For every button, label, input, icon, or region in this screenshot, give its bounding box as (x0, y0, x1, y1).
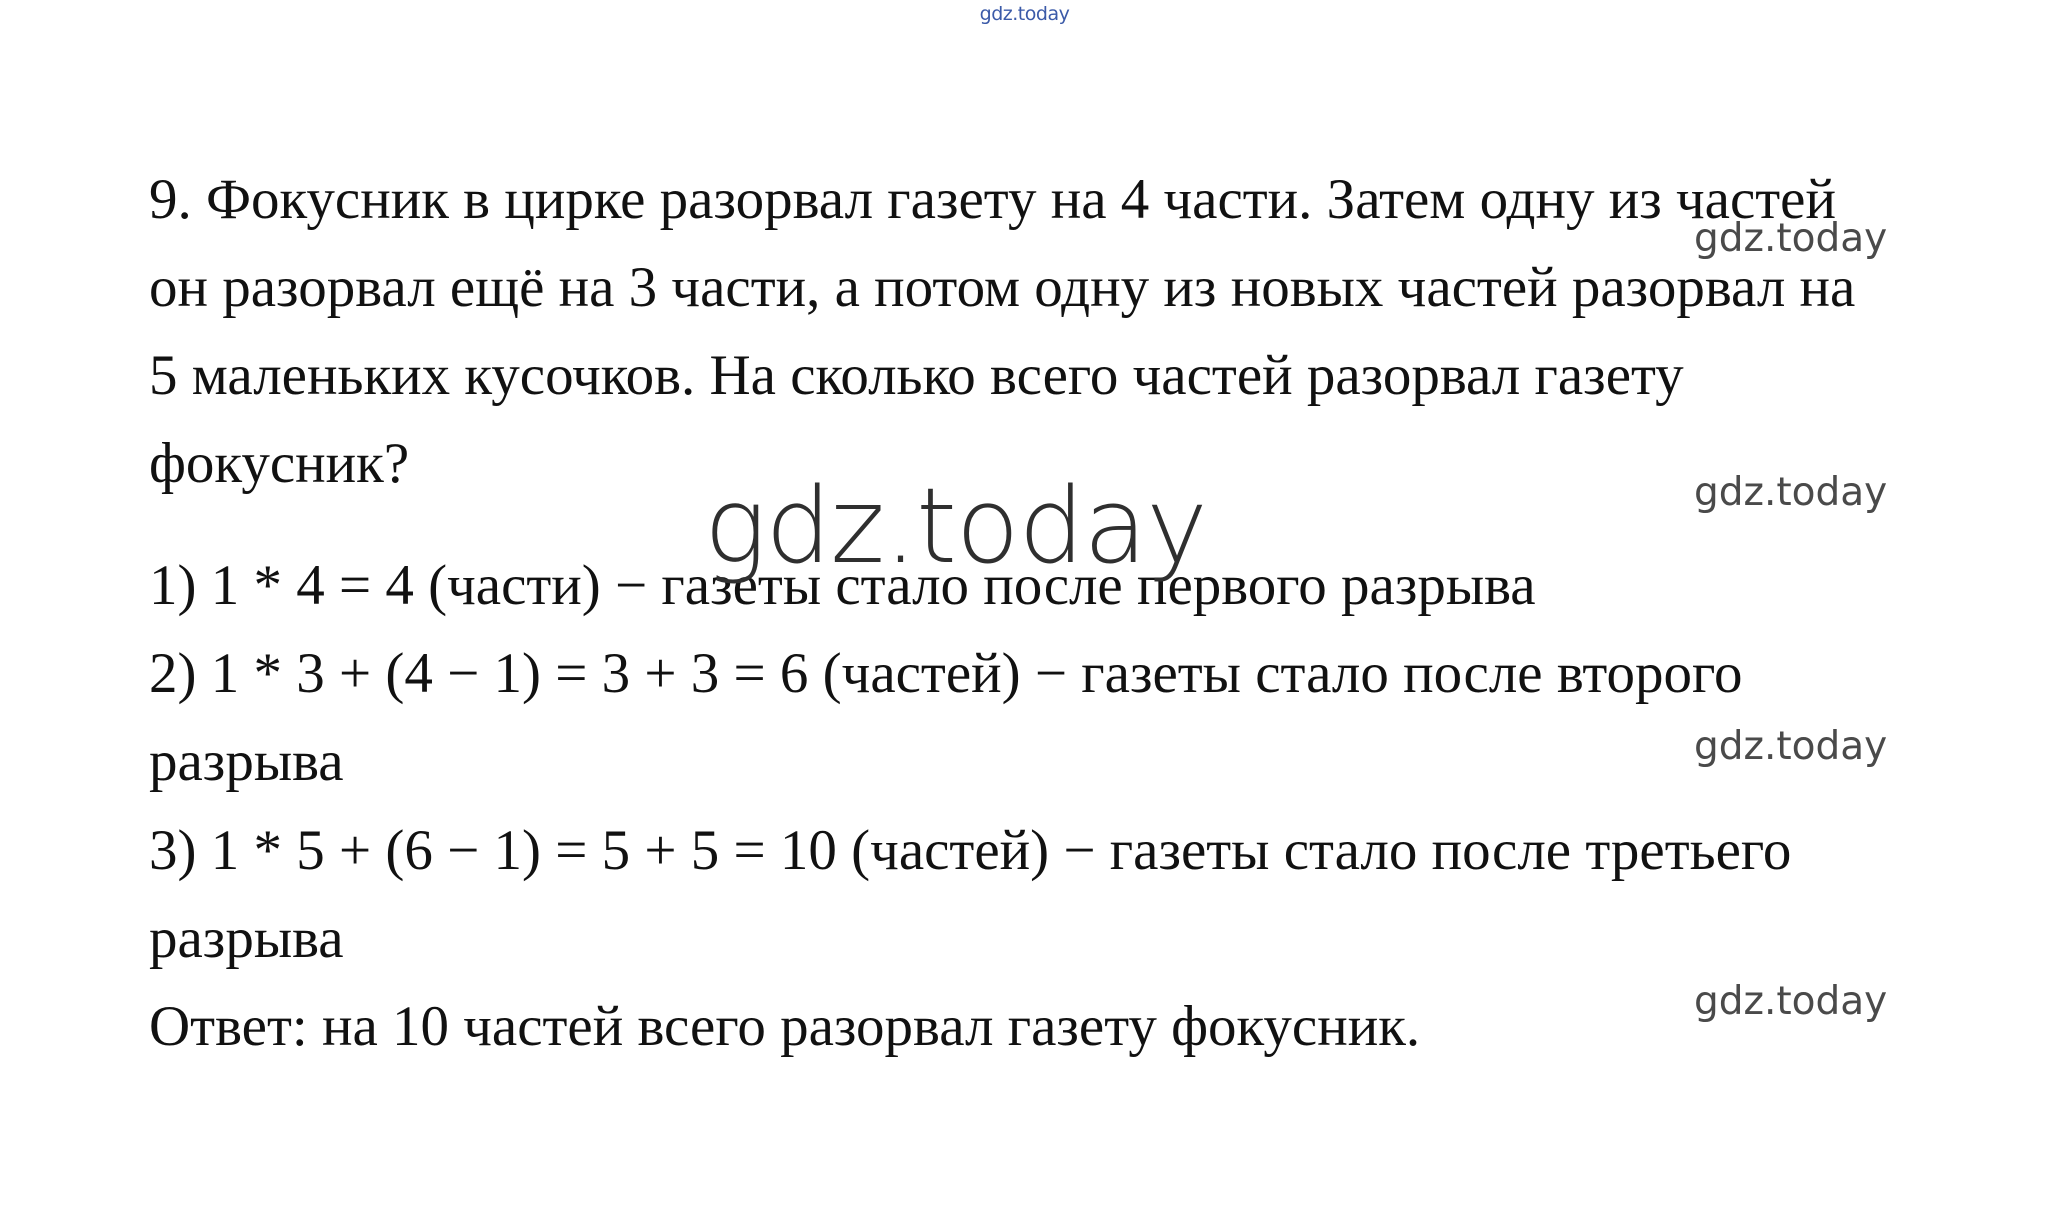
task-line-2: он разорвал ещё на 3 части, а потом одну из новых частей разорвал на (149, 256, 1856, 319)
watermark-small: gdz.today (1694, 470, 1888, 515)
watermark-large: gdz.today (704, 465, 1207, 587)
solution-step-3: 3) 1 * 5 + (6 − 1) = 5 + 5 = 10 (частей) − газеты стало после третьего (149, 819, 1792, 882)
solution-step-3-cont: разрыва (149, 907, 344, 970)
watermark-small: gdz.today (1694, 216, 1888, 261)
task-line-1: 9. Фокусник в цирке разорвал газету на 4 части. Затем одну из частей (149, 168, 1836, 231)
solution-step-2: 2) 1 * 3 + (4 − 1) = 3 + 3 = 6 (частей) − газеты стало после второго (149, 642, 1743, 705)
answer-line: Ответ: на 10 частей всего разорвал газету фокусник. (149, 995, 1421, 1058)
task-line-4: фокусник? (149, 432, 410, 495)
solution-step-2-cont: разрыва (149, 730, 344, 793)
task-line-3: 5 маленьких кусочков. На сколько всего частей разорвал газету (149, 344, 1684, 407)
watermark-small: gdz.today (1694, 979, 1888, 1024)
watermark-small: gdz.today (1694, 724, 1888, 769)
solution-step-1: 1) 1 * 4 = 4 (части) − газеты стало после первого разрыва (149, 554, 1536, 617)
header-watermark: gdz.today (979, 3, 1070, 25)
